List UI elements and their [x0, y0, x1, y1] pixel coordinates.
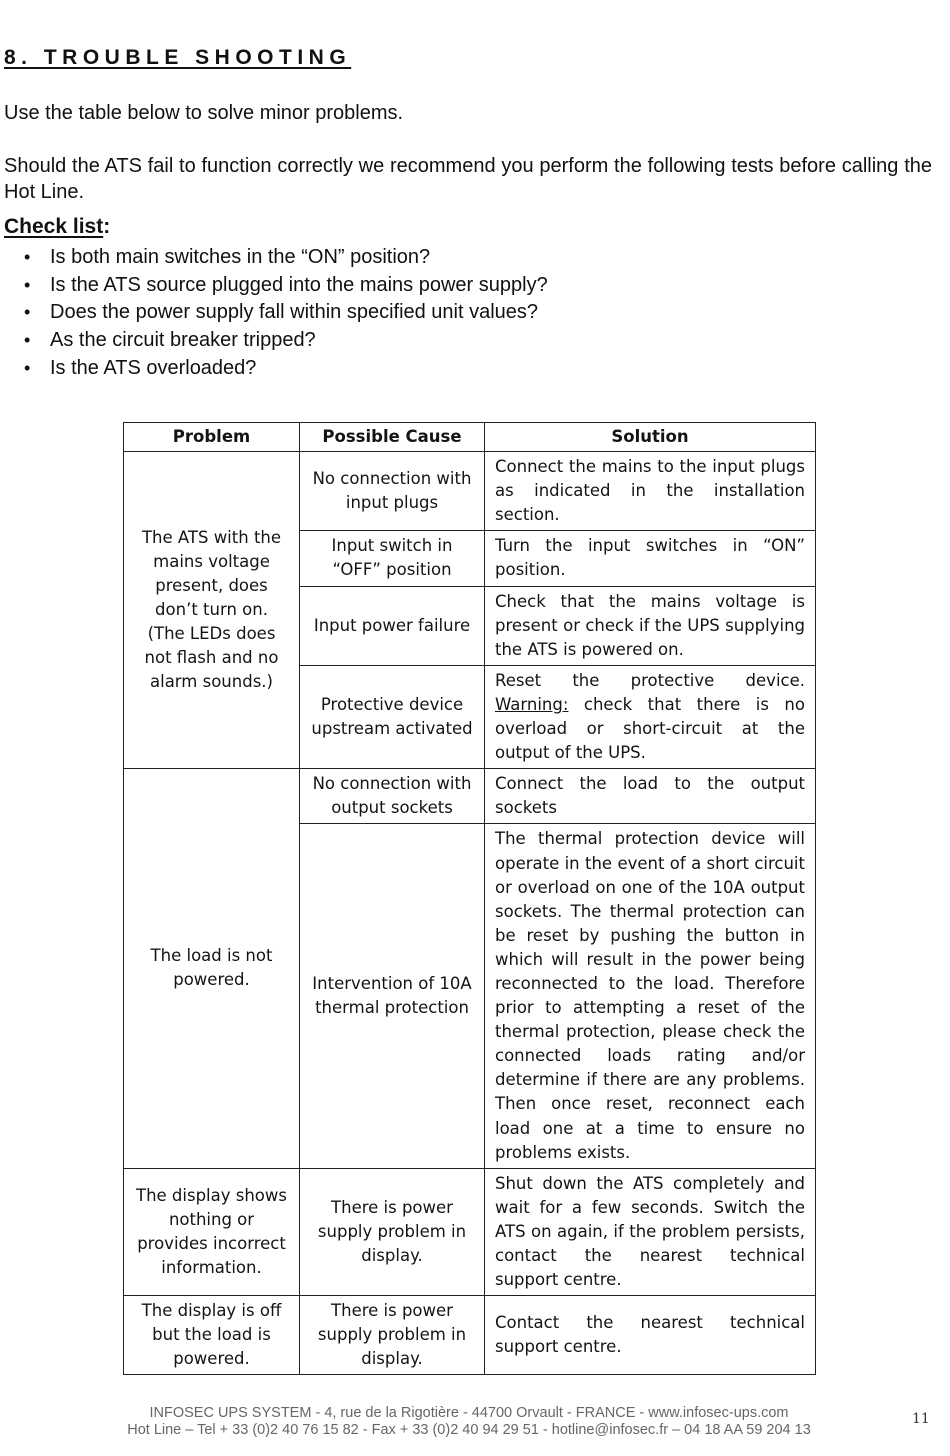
checklist-title-colon: : [103, 215, 111, 238]
cause-cell: No connection with output sockets [300, 769, 485, 824]
solution-cell: Shut down the ATS completely and wait for a few seconds. Switch the ATS on again, if the problem persists, contact the nearest technical support centre. [485, 1168, 816, 1295]
cause-cell: There is power supply problem in display. [300, 1296, 485, 1375]
troubleshooting-table [123, 422, 816, 1375]
checklist-title [4, 215, 110, 239]
warning-label: Warning: [495, 694, 569, 714]
header-problem: Problem [124, 423, 300, 452]
footer-contact: Hot Line – Tel + 33 (0)2 40 76 15 82 - Fax + 33 (0)2 40 94 29 51 - hotline@infosec.fr – 04 18 AA 59 204 13 [127, 1422, 811, 1438]
table-header-row [124, 423, 816, 452]
checklist-title-text: Check list [4, 215, 104, 238]
solution-text: Reset the protective device. [495, 670, 805, 690]
page-footer [0, 1405, 938, 1439]
problem-cell: The ATS with the mains voltage present, does don’t turn on. (The LEDs does not flash and no alarm sounds.) [124, 452, 300, 769]
page-number: 11 [912, 1411, 930, 1427]
intro-text: Use the table below to solve minor problems. [4, 102, 404, 124]
cause-cell: No connection with input plugs [300, 452, 485, 531]
solution-cell: Check that the mains voltage is present or check if the UPS supplying the ATS is powered on. [485, 586, 816, 665]
problem-cell: The load is not powered. [124, 769, 300, 1169]
solution-cell: Contact the nearest technical support centre. [485, 1296, 816, 1375]
footer-address: INFOSEC UPS SYSTEM - 4, rue de la Rigotière - 44700 Orvault - FRANCE - www.infosec-ups.com [149, 1405, 789, 1421]
problem-cell: The display is off but the load is powered. [124, 1296, 300, 1375]
cause-cell: Input switch in “OFF” position [300, 531, 485, 586]
cause-cell: Intervention of 10A thermal protection [300, 824, 485, 1168]
solution-cell: The thermal protection device will operate in the event of a short circuit or overload on one of the 10A output sockets. The thermal protection can be reset by pushing the button in which will result in the power being reconnected to the load. Therefore prior to attempting a reset of the thermal protection, please check the connected loads rating and/or determine if there are any problems. Then once reset, reconnect each load one at a time to ensure no problems exists. [485, 824, 816, 1168]
checklist-item: • As the circuit breaker tripped? [24, 327, 548, 355]
solution-cell: Connect the load to the output sockets [485, 769, 816, 824]
header-possible-cause: Possible Cause [300, 423, 485, 452]
table-row [124, 769, 816, 824]
table-row [124, 1168, 816, 1295]
solution-cell [485, 665, 816, 768]
table-row [124, 452, 816, 531]
header-solution: Solution [485, 423, 816, 452]
table-row [124, 1296, 816, 1375]
solution-text: check that there is no overload or short-circuit at the output of the UPS. [495, 694, 805, 763]
checklist-item: • Is the ATS source plugged into the mains power supply? [24, 272, 548, 300]
solution-cell: Turn the input switches in “ON” position. [485, 531, 816, 586]
checklist [24, 244, 548, 383]
intro-recommendation: Should the ATS fail to function correctly we recommend you perform the following tests before calling the Hot Line. [4, 155, 932, 203]
solution-cell: Connect the mains to the input plugs as indicated in the installation section. [485, 452, 816, 531]
problem-cell: The display shows nothing or provides incorrect information. [124, 1168, 300, 1295]
cause-cell: Input power failure [300, 586, 485, 665]
checklist-item: • Does the power supply fall within specified unit values? [24, 299, 548, 327]
cause-cell: There is power supply problem in display. [300, 1168, 485, 1295]
checklist-item: • Is the ATS overloaded? [24, 355, 548, 383]
checklist-item: • Is both main switches in the “ON” position? [24, 244, 548, 272]
cause-cell: Protective device upstream activated [300, 665, 485, 768]
section-heading: 8. TROUBLE SHOOTING [4, 46, 352, 69]
